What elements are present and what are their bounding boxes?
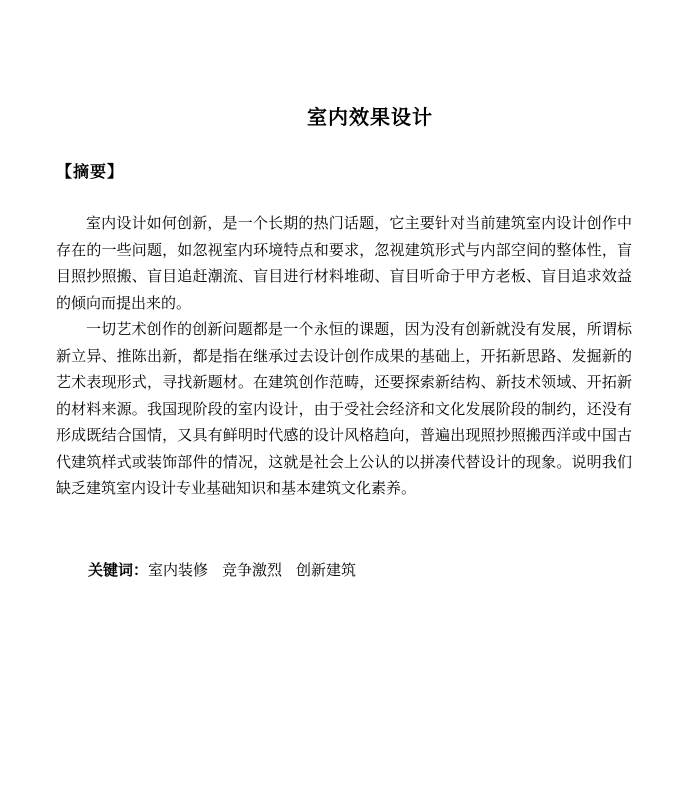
page-title: 室内效果设计: [307, 105, 433, 129]
abstract-paragraph-2: 一切艺术创作的创新问题都是一个永恒的课题，因为没有创新就没有发展，所谓标新立异、推陈出新，都是指在继承过去设计创作成果的基础上，开拓新思路、发掘新的艺术表现形式，寻找新题材。在建筑创作范畴，还要探索新结构、新技术领域、开拓新的材料来源。我国现阶段的室内设计，由于受社会经济和文化发展阶段的制约，还没有形成既结合国情，又具有鲜明时代感的设计风格趋向，普遍出现照抄照搬西洋或中国古代建筑样式或装饰部件的情况，这就是社会上公认的以拼凑代替设计的现象。说明我们缺乏建筑室内设计专业基础知识和基本建筑文化素养。: [56, 320, 632, 497]
keyword-1: 室内装修: [148, 561, 209, 579]
abstract-paragraph-1: 室内设计如何创新，是一个长期的热门话题，它主要针对当前建筑室内设计创作中存在的一些问题，如忽视室内环境特点和要求，忽视建筑形式与内部空间的整体性，盲目照抄照搬、盲目追赶潮流、盲目进行材料堆砌、盲目听命于甲方老板、盲目追求效益的倾向而提出来的。: [56, 214, 632, 312]
abstract-body: [56, 210, 632, 502]
abstract-heading: 【摘要】: [56, 162, 125, 181]
keywords-line: [88, 558, 370, 582]
keyword-2: 竞争激烈: [222, 561, 283, 579]
keyword-3: 创新建筑: [296, 561, 357, 579]
keywords-label: 关键词：: [88, 561, 149, 579]
